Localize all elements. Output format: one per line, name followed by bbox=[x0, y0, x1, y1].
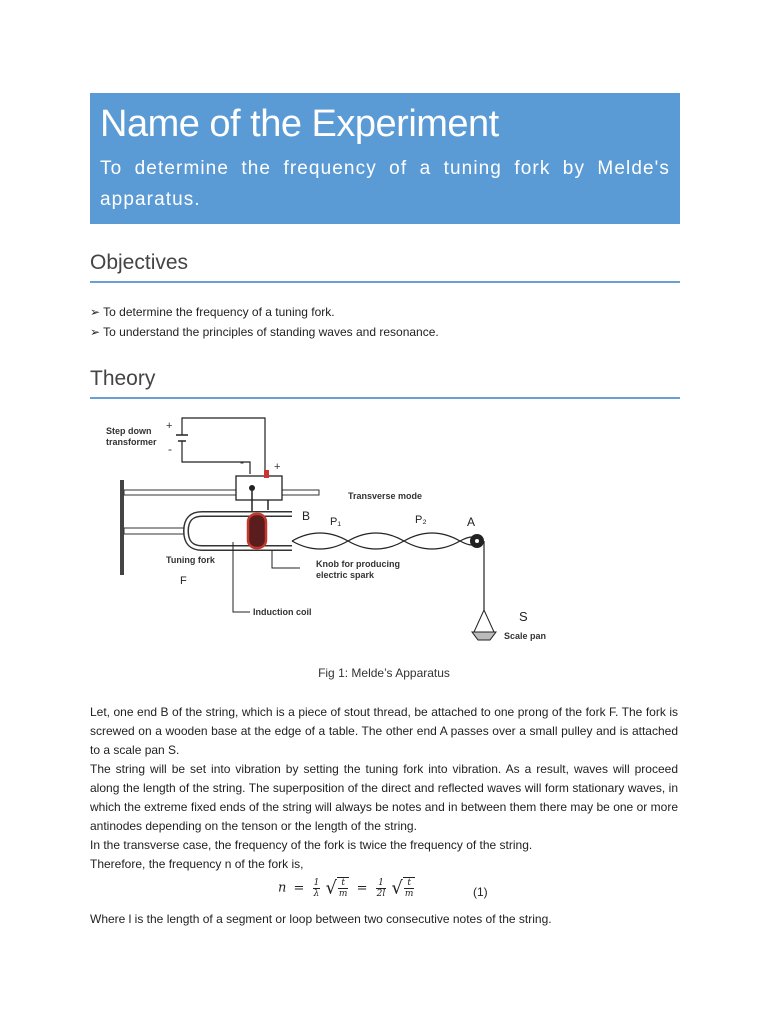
knob-label-2: electric spark bbox=[316, 570, 375, 580]
equation-sqrt-den-2: m bbox=[404, 889, 414, 899]
theory-body bbox=[90, 703, 678, 929]
theory-paragraph: Let, one end B of the string, which is a piece of stout thread, be attached to one prong of the fork F. The fork is screwed on a wooden base at the edge of a table. The other end A passes over a small pulley and is attached to a scale pan S. bbox=[90, 705, 678, 757]
transformer-label-2: transformer bbox=[106, 437, 157, 447]
frequency-equation bbox=[90, 874, 678, 910]
scale-pan bbox=[472, 610, 496, 640]
clamp-screw bbox=[249, 485, 255, 491]
label-P2: P₂ bbox=[415, 514, 427, 526]
page-subtitle: To determine the frequency of a tuning fork by Melde's apparatus. bbox=[100, 158, 670, 210]
theory-paragraph: The string will be set into vibration by setting the tuning fork into vibration. As a result, waves will proceed along the length of the string. The superposition of the direct and reflected waves will form stationary waves, in which the extreme fixed ends of the string will always be notes and in between them there may be one or more antinodes depending on the tenson or the length of the string. bbox=[90, 762, 678, 833]
equation-frac1-num: 1 bbox=[313, 877, 320, 888]
equation-sqrt-den: m bbox=[338, 889, 348, 899]
minus-sign-fork: - bbox=[240, 455, 244, 469]
knob-label-1: Knob for producing bbox=[316, 559, 400, 569]
theory-heading: Theory bbox=[90, 366, 680, 399]
fork-stem bbox=[124, 528, 188, 534]
equation-formula: n = $\frac{1}{\lambda}$ √ $\frac{t}{m}$ = $\frac{1}{2l}$ √ $\frac{t}{m}$ bbox=[278, 877, 414, 899]
plus-sign-top: + bbox=[166, 420, 173, 432]
battery-symbol bbox=[176, 435, 188, 441]
transverse-mode-label: Transverse mode bbox=[348, 491, 423, 501]
label-S: S bbox=[519, 609, 528, 624]
objectives-list bbox=[90, 302, 680, 342]
equation-frac2-den: 2l bbox=[376, 888, 386, 899]
label-P1: P₁ bbox=[330, 516, 342, 528]
objectives-heading: Objectives bbox=[90, 250, 680, 283]
tuning-fork bbox=[186, 514, 292, 548]
equation-frac1-den: λ bbox=[313, 888, 320, 899]
objective-item: ➢ To understand the principles of standing waves and resonance. bbox=[90, 325, 439, 339]
leader-lines bbox=[233, 542, 300, 612]
circuit-wires bbox=[182, 418, 265, 474]
theory-paragraph: Therefore, the frequency n of the fork is, bbox=[90, 857, 304, 871]
plus-sign-fork: + bbox=[274, 461, 281, 473]
clamp-box bbox=[236, 476, 282, 500]
scale-pan-label: Scale pan bbox=[504, 631, 547, 641]
minus-sign-top: - bbox=[168, 442, 172, 456]
equation-sqrt-num: t bbox=[338, 878, 349, 889]
figure-caption: Fig 1: Melde’s Apparatus bbox=[318, 666, 450, 680]
vibrating-string bbox=[292, 533, 477, 549]
red-terminal bbox=[264, 470, 269, 478]
induction-coil-label: Induction coil bbox=[253, 607, 312, 617]
transformer-label-1: Step down bbox=[106, 426, 152, 436]
objective-item: ➢ To determine the frequency of a tuning fork. bbox=[90, 305, 335, 319]
title-banner bbox=[90, 93, 680, 224]
theory-paragraph-after: Where l is the length of a segment or loop between two consecutive notes of the string. bbox=[90, 912, 552, 926]
theory-paragraph: In the transverse case, the frequency of the fork is twice the frequency of the string. bbox=[90, 838, 533, 852]
equation-number: (1) bbox=[473, 885, 488, 899]
support-bar bbox=[124, 490, 319, 495]
equation-frac2-num: 1 bbox=[376, 878, 387, 889]
base-stand bbox=[120, 480, 124, 575]
label-A: A bbox=[467, 515, 476, 529]
melde-apparatus-figure bbox=[90, 410, 590, 665]
equation-lhs: n bbox=[278, 880, 287, 896]
tuning-fork-label: Tuning fork bbox=[166, 555, 215, 565]
equation-sqrt-num-2: t bbox=[404, 878, 415, 889]
label-B: B bbox=[302, 509, 311, 523]
page-title: Name of the Experiment bbox=[100, 103, 499, 145]
induction-coil bbox=[248, 514, 266, 548]
label-F: F bbox=[180, 575, 187, 587]
